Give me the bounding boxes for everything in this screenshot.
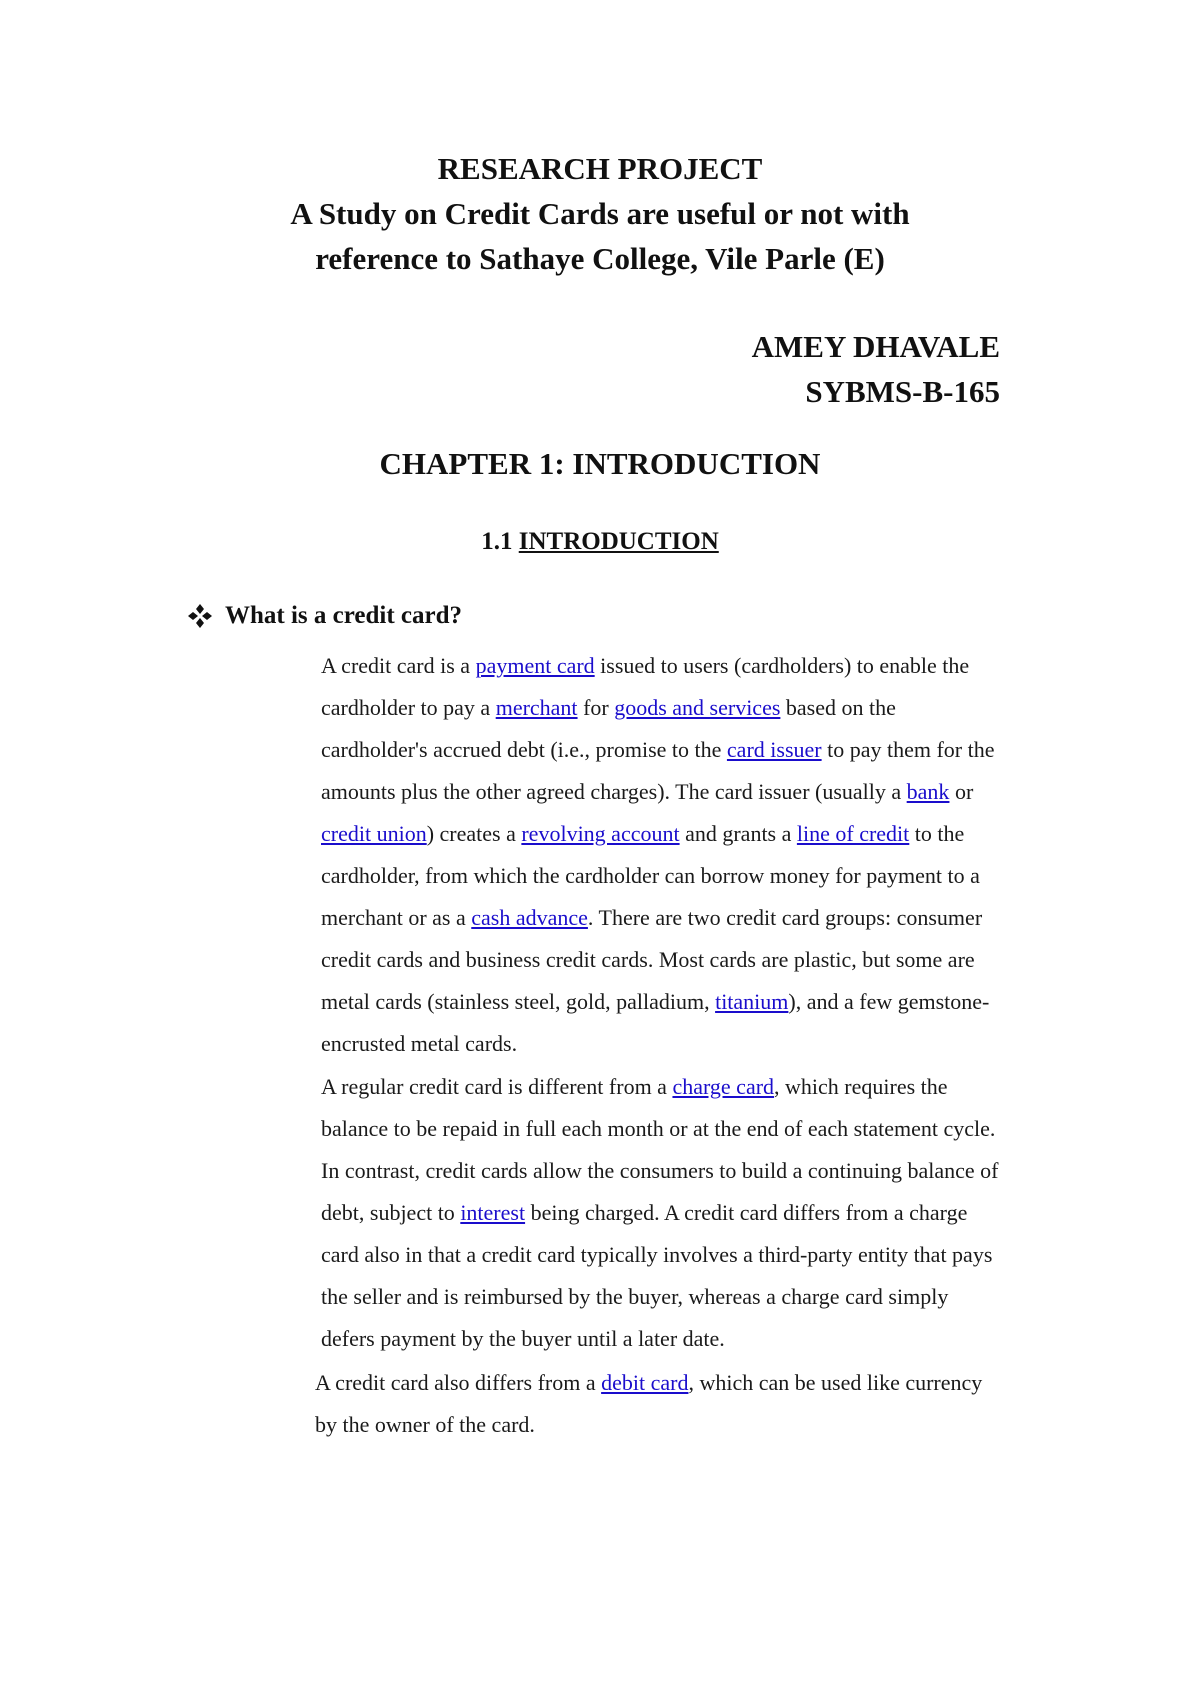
- diamond-bullet-icon: [187, 603, 213, 629]
- para1-text-9: to the cardholder, from which the cardholder can borrow money for payment to a merchant or as a: [321, 821, 980, 930]
- para2-text-3: being charged. A credit card differs from a charge card also in that a credit card typically involves a third-party entity that pays the seller and is reimbursed by the buyer, whereas a charge card simply defers payment by the buyer until a later date.: [321, 1200, 993, 1351]
- title-line-2: A Study on Credit Cards are useful or not with: [290, 196, 910, 231]
- link-revolving-account[interactable]: revolving account: [521, 821, 680, 846]
- paragraph-1: [233, 645, 1003, 1065]
- para1-text-6: or: [949, 779, 974, 804]
- link-charge-card[interactable]: charge card: [672, 1074, 775, 1099]
- author-block: [752, 324, 1000, 414]
- link-card-issuer[interactable]: card issuer: [726, 737, 822, 762]
- para3-text-2: , which can be used like currency by the owner of the card.: [315, 1370, 983, 1437]
- author-name: AMEY DHAVALE: [751, 329, 1000, 364]
- link-line-of-credit[interactable]: line of credit: [796, 821, 910, 846]
- para1-text-7: ) creates a: [426, 821, 522, 846]
- title-line-1: RESEARCH PROJECT: [437, 151, 763, 186]
- paragraph-2: [233, 1066, 1003, 1360]
- para1-text-4: based on the cardholder's accrued debt (i.e., promise to the: [321, 695, 896, 762]
- para3-text-1: A credit card also differs from a: [315, 1370, 602, 1395]
- para1-text-8: and grants a: [679, 821, 797, 846]
- para1-text-10: . There are two credit card groups: consumer credit cards and business credit cards. Most cards are plastic, but some are metal cards (stainless steel, gold, palladium,: [321, 905, 983, 1014]
- para1-text-5: to pay them for the amounts plus the other agreed charges). The card issuer (usually a: [321, 737, 995, 804]
- para2-text-1: A regular credit card is different from a: [321, 1074, 673, 1099]
- title-line-3: reference to Sathaye College, Vile Parle (E): [315, 241, 885, 276]
- link-titanium[interactable]: titanium: [715, 989, 789, 1014]
- link-bank[interactable]: bank: [906, 779, 950, 804]
- para1-text-1: A credit card is a: [321, 653, 476, 678]
- author-roll-number: SYBMS-B-165: [805, 374, 1000, 409]
- section-title: INTRODUCTION: [518, 528, 719, 555]
- question-heading: [187, 602, 462, 630]
- link-credit-union[interactable]: credit union: [321, 821, 427, 846]
- para1-text-3: for: [577, 695, 615, 720]
- link-interest[interactable]: interest: [460, 1200, 526, 1225]
- link-payment-card[interactable]: payment card: [475, 653, 595, 678]
- question-text: What is a credit card?: [225, 602, 463, 629]
- title-block: [0, 146, 1200, 281]
- section-number: 1.1: [481, 528, 513, 555]
- para1-text-11: ), and a few gemstone-encrusted metal cards.: [321, 989, 990, 1056]
- chapter-heading: CHAPTER 1: INTRODUCTION: [379, 446, 821, 481]
- link-goods-and-services[interactable]: goods and services: [614, 695, 781, 720]
- paragraph-3: [233, 1362, 1003, 1446]
- para2-text-2: , which requires the balance to be repaid in full each month or at the end of each statement cycle. In contrast, credit cards allow the consumers to build a continuing balance of debt, subject to: [321, 1074, 999, 1225]
- section-heading: [0, 528, 1200, 556]
- link-debit-card[interactable]: debit card: [601, 1370, 689, 1395]
- para1-text-2: issued to users (cardholders) to enable the cardholder to pay a: [321, 653, 970, 720]
- link-cash-advance[interactable]: cash advance: [471, 905, 588, 930]
- link-merchant[interactable]: merchant: [495, 695, 578, 720]
